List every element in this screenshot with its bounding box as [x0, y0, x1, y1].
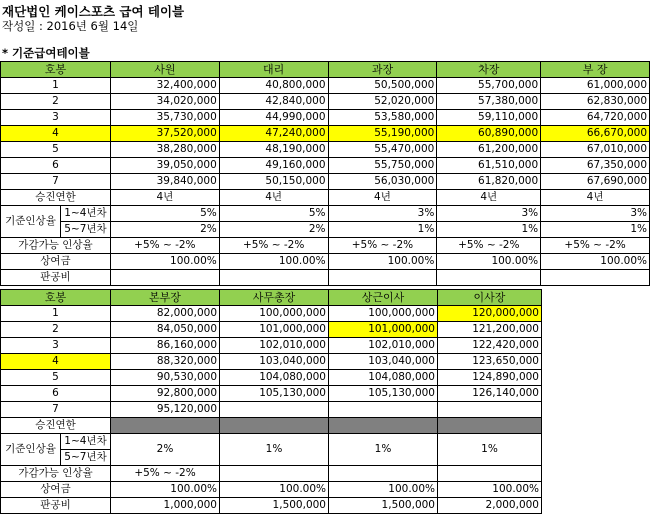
salary-cell: 124,890,000 — [438, 370, 542, 386]
salary-cell: 126,140,000 — [438, 386, 542, 402]
header-rank: 본부장 — [111, 290, 220, 306]
rate-cell: 1% — [437, 222, 541, 238]
adjustable-cell: +5% ~ -2% — [541, 238, 650, 254]
adjustable-cell: +5% ~ -2% — [437, 238, 541, 254]
salary-cell: 49,160,000 — [219, 158, 328, 174]
header-rank: 상근이사 — [329, 290, 438, 306]
bonus-cell: 100.00% — [220, 482, 329, 498]
salary-cell: 88,320,000 — [111, 354, 220, 370]
salary-cell: 86,160,000 — [111, 338, 220, 354]
promotion-cell: 4년 — [110, 190, 219, 206]
promotion-cell-gray — [220, 418, 329, 434]
promotion-cell-gray — [438, 418, 542, 434]
salary-cell: 44,990,000 — [219, 110, 328, 126]
rate-cell: 5% — [110, 206, 219, 222]
salary-cell: 53,580,000 — [328, 110, 437, 126]
salary-cell: 67,690,000 — [541, 174, 650, 190]
salary-cell: 55,700,000 — [437, 78, 541, 94]
bonus-cell: 100.00% — [329, 482, 438, 498]
rate-cell: 1% — [541, 222, 650, 238]
salary-cell: 84,050,000 — [111, 322, 220, 338]
page-title: 재단법인 케이스포츠 급여 테이블 — [2, 4, 185, 19]
grade-cell: 7 — [1, 174, 111, 190]
salary-cell-highlighted: 101,000,000 — [329, 322, 438, 338]
salary-cell: 67,350,000 — [541, 158, 650, 174]
table-row — [1, 174, 650, 190]
base-raise-sub: 5~7년차 — [60, 222, 110, 238]
bonus-cell: 100.00% — [438, 482, 542, 498]
grade-cell: 2 — [1, 94, 111, 110]
salary-cell: 52,020,000 — [328, 94, 437, 110]
table-row — [1, 110, 650, 126]
salary-cell: 48,190,000 — [219, 142, 328, 158]
salary-cell — [329, 402, 438, 418]
section-title: * 기준급여테이블 — [2, 46, 90, 60]
date-label: 작성일 : 2016년 6월 14일 — [2, 19, 139, 33]
adjustable-cell: +5% ~ -2% — [328, 238, 437, 254]
table-row — [1, 370, 542, 386]
rate-cell: 3% — [541, 206, 650, 222]
table-row — [1, 322, 542, 338]
header-rank: 대리 — [219, 62, 328, 78]
salary-cell-highlighted: 120,000,000 — [438, 306, 542, 322]
adjustable-cell — [329, 466, 438, 482]
table-row — [1, 78, 650, 94]
bonus-row — [1, 254, 650, 270]
salary-cell: 55,470,000 — [328, 142, 437, 158]
salary-cell: 61,820,000 — [437, 174, 541, 190]
table-row — [1, 306, 542, 322]
salary-cell: 38,280,000 — [110, 142, 219, 158]
salary-cell: 121,200,000 — [438, 322, 542, 338]
table-row — [1, 338, 542, 354]
salary-cell: 47,240,000 — [219, 126, 328, 142]
salary-cell: 60,890,000 — [437, 126, 541, 142]
base-raise-sub: 5~7년차 — [61, 450, 111, 466]
rate-cell: 2% — [219, 222, 328, 238]
salary-cell: 59,110,000 — [437, 110, 541, 126]
adjustable-raise-row — [1, 238, 650, 254]
allowance-row — [1, 270, 650, 286]
rate-cell: 3% — [437, 206, 541, 222]
rate-cell: 1% — [328, 222, 437, 238]
salary-cell: 105,130,000 — [220, 386, 329, 402]
base-raise-sub: 1~4년차 — [60, 206, 110, 222]
table-row — [1, 142, 650, 158]
allowance-cell — [328, 270, 437, 286]
salary-cell: 34,020,000 — [110, 94, 219, 110]
table-header-row — [1, 290, 542, 306]
base-raise-label: 기준인상율 — [1, 206, 61, 238]
grade-cell: 3 — [1, 338, 111, 354]
header-rank: 사원 — [110, 62, 219, 78]
bonus-cell: 100.00% — [437, 254, 541, 270]
allowance-label: 판공비 — [1, 498, 111, 514]
salary-cell: 32,400,000 — [110, 78, 219, 94]
rate-cell: 2% — [111, 434, 220, 466]
bonus-label: 상여금 — [1, 254, 111, 270]
salary-cell: 40,800,000 — [219, 78, 328, 94]
header-rank: 사무총장 — [220, 290, 329, 306]
bonus-cell: 100.00% — [219, 254, 328, 270]
salary-cell: 104,080,000 — [220, 370, 329, 386]
salary-cell: 123,650,000 — [438, 354, 542, 370]
salary-cell: 92,800,000 — [111, 386, 220, 402]
salary-cell: 66,670,000 — [541, 126, 650, 142]
salary-cell: 42,840,000 — [219, 94, 328, 110]
header-rank: 과장 — [328, 62, 437, 78]
salary-cell: 100,000,000 — [220, 306, 329, 322]
allowance-cell: 1,500,000 — [220, 498, 329, 514]
salary-cell: 122,420,000 — [438, 338, 542, 354]
promotion-cell-gray — [329, 418, 438, 434]
allowance-cell: 2,000,000 — [438, 498, 542, 514]
header-rank: 이사장 — [438, 290, 542, 306]
table-row — [1, 158, 650, 174]
salary-cell: 100,000,000 — [329, 306, 438, 322]
bonus-cell: 100.00% — [541, 254, 650, 270]
salary-cell: 61,510,000 — [437, 158, 541, 174]
salary-cell: 82,000,000 — [111, 306, 220, 322]
grade-cell: 4 — [1, 126, 111, 142]
grade-cell: 2 — [1, 322, 111, 338]
allowance-label: 판공비 — [1, 270, 111, 286]
allowance-cell: 1,500,000 — [329, 498, 438, 514]
adjustable-cell — [220, 466, 329, 482]
rate-cell: 1% — [220, 434, 329, 466]
table-row — [1, 94, 650, 110]
adjustable-cell: +5% ~ -2% — [111, 466, 220, 482]
allowance-cell — [110, 270, 219, 286]
salary-cell — [220, 402, 329, 418]
promotion-cell-gray — [111, 418, 220, 434]
grade-cell: 6 — [1, 386, 111, 402]
adjustable-cell: +5% ~ -2% — [219, 238, 328, 254]
salary-cell: 55,190,000 — [328, 126, 437, 142]
salary-cell: 95,120,000 — [111, 402, 220, 418]
promotion-row — [1, 190, 650, 206]
grade-cell: 5 — [1, 142, 111, 158]
salary-cell: 39,840,000 — [110, 174, 219, 190]
grade-cell-highlighted: 4 — [1, 354, 111, 370]
grade-cell: 5 — [1, 370, 111, 386]
header-grade: 호봉 — [1, 290, 111, 306]
salary-cell: 61,000,000 — [541, 78, 650, 94]
promotion-cell: 4년 — [328, 190, 437, 206]
grade-cell: 7 — [1, 402, 111, 418]
rate-cell: 1% — [329, 434, 438, 466]
salary-cell: 102,010,000 — [220, 338, 329, 354]
promotion-label: 승진연한 — [1, 418, 111, 434]
salary-cell: 50,500,000 — [328, 78, 437, 94]
allowance-cell — [437, 270, 541, 286]
bonus-cell: 100.00% — [328, 254, 437, 270]
salary-cell — [438, 402, 542, 418]
salary-table-executive — [0, 289, 542, 514]
grade-cell: 6 — [1, 158, 111, 174]
table-row-highlighted — [1, 126, 650, 142]
allowance-cell — [219, 270, 328, 286]
salary-cell: 61,200,000 — [437, 142, 541, 158]
allowance-cell — [541, 270, 650, 286]
salary-cell: 56,030,000 — [328, 174, 437, 190]
bonus-cell: 100.00% — [111, 482, 220, 498]
allowance-row — [1, 498, 542, 514]
base-raise-label: 기준인상율 — [1, 434, 61, 466]
bonus-label: 상여금 — [1, 482, 111, 498]
base-raise-sub: 1~4년차 — [61, 434, 111, 450]
salary-cell: 39,050,000 — [110, 158, 219, 174]
adjustable-cell: +5% ~ -2% — [110, 238, 219, 254]
promotion-label: 승진연한 — [1, 190, 111, 206]
salary-cell: 62,830,000 — [541, 94, 650, 110]
salary-cell: 102,010,000 — [329, 338, 438, 354]
table-header-row — [1, 62, 650, 78]
salary-cell: 101,000,000 — [220, 322, 329, 338]
salary-cell: 57,380,000 — [437, 94, 541, 110]
salary-cell: 64,720,000 — [541, 110, 650, 126]
promotion-row — [1, 418, 542, 434]
salary-cell: 37,520,000 — [110, 126, 219, 142]
promotion-cell: 4년 — [219, 190, 328, 206]
adjustable-raise-row — [1, 466, 542, 482]
rate-cell: 2% — [110, 222, 219, 238]
bonus-row — [1, 482, 542, 498]
salary-table-staff — [0, 61, 650, 286]
salary-cell: 50,150,000 — [219, 174, 328, 190]
table-row — [1, 402, 542, 418]
salary-cell: 35,730,000 — [110, 110, 219, 126]
bonus-cell: 100.00% — [110, 254, 219, 270]
header-rank: 부 장 — [541, 62, 650, 78]
salary-cell: 103,040,000 — [220, 354, 329, 370]
grade-cell: 1 — [1, 78, 111, 94]
base-raise-row — [1, 434, 542, 450]
grade-cell: 3 — [1, 110, 111, 126]
salary-cell: 55,750,000 — [328, 158, 437, 174]
adjustable-cell — [438, 466, 542, 482]
adjustable-raise-label: 가감가능 인상율 — [1, 238, 111, 254]
allowance-cell: 1,000,000 — [111, 498, 220, 514]
table-row — [1, 386, 542, 402]
promotion-cell: 4년 — [437, 190, 541, 206]
table-row — [1, 354, 542, 370]
base-raise-row — [1, 206, 650, 222]
base-raise-row — [1, 222, 650, 238]
header-rank: 차장 — [437, 62, 541, 78]
salary-cell: 104,080,000 — [329, 370, 438, 386]
salary-cell: 105,130,000 — [329, 386, 438, 402]
rate-cell: 1% — [438, 434, 542, 466]
salary-cell: 90,530,000 — [111, 370, 220, 386]
adjustable-raise-label: 가감가능 인상율 — [1, 466, 111, 482]
salary-cell: 103,040,000 — [329, 354, 438, 370]
salary-cell: 67,010,000 — [541, 142, 650, 158]
rate-cell: 5% — [219, 206, 328, 222]
rate-cell: 3% — [328, 206, 437, 222]
header-grade: 호봉 — [1, 62, 111, 78]
grade-cell: 1 — [1, 306, 111, 322]
promotion-cell: 4년 — [541, 190, 650, 206]
